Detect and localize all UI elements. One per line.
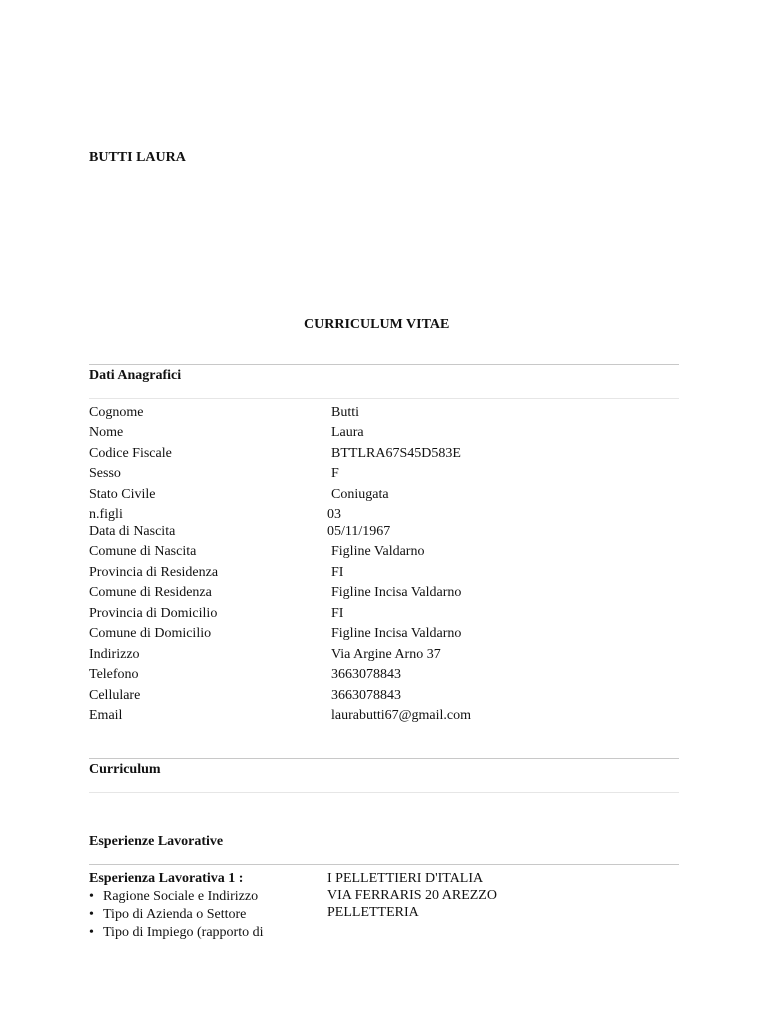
bullet-text: Ragione Sociale e Indirizzo	[103, 889, 259, 904]
field-row-telefono	[89, 667, 689, 687]
field-label: Comune di Domicilio	[89, 626, 212, 641]
field-label: Cellulare	[89, 688, 141, 703]
field-label: Provincia di Residenza	[89, 565, 219, 580]
bullet-icon: •	[89, 889, 94, 904]
document-title: CURRICULUM VITAE	[304, 317, 450, 332]
field-value: 03	[327, 507, 341, 522]
experience-bullet-item	[89, 889, 258, 905]
bullet-icon: •	[89, 907, 94, 922]
field-row-comune-domicilio	[89, 626, 689, 646]
section-rule-bottom	[89, 792, 679, 793]
field-label: Provincia di Domicilio	[89, 606, 218, 621]
experience-heading: Esperienza Lavorativa 1 :	[89, 871, 244, 886]
field-label: Stato Civile	[89, 487, 156, 502]
field-value: Laura	[331, 425, 364, 440]
field-value: 05/11/1967	[327, 524, 391, 539]
field-row-data-nascita	[89, 524, 689, 544]
field-label: Data di Nascita	[89, 524, 176, 539]
field-label: Sesso	[89, 466, 121, 481]
field-label: Indirizzo	[89, 647, 140, 662]
section-heading-curriculum: Curriculum	[89, 762, 161, 777]
field-value: F	[331, 466, 339, 481]
person-name: BUTTI LAURA	[89, 150, 186, 165]
field-value: Figline Valdarno	[331, 544, 425, 559]
bullet-icon: •	[89, 925, 94, 940]
section-rule-top	[89, 758, 679, 759]
field-value: Figline Incisa Valdarno	[331, 626, 462, 641]
field-row-cognome	[89, 405, 689, 425]
field-label: Comune di Residenza	[89, 585, 212, 600]
field-label: Cognome	[89, 405, 144, 420]
field-label: n.figli	[89, 507, 123, 522]
experience-address: VIA FERRARIS 20 AREZZO	[327, 888, 497, 903]
field-value: 3663078843	[331, 667, 401, 682]
experience-bullet-item	[89, 907, 246, 923]
field-label: Codice Fiscale	[89, 446, 172, 461]
field-value: Coniugata	[331, 487, 389, 502]
section-heading-esperienze: Esperienze Lavorative	[89, 834, 224, 849]
field-row-nome	[89, 425, 689, 445]
field-value: FI	[331, 606, 344, 621]
field-row-stato-civile	[89, 487, 689, 507]
bullet-text: Tipo di Azienda o Settore	[103, 907, 247, 922]
field-value: FI	[331, 565, 344, 580]
field-row-provincia-domicilio	[89, 606, 689, 626]
field-value: Via Argine Arno 37	[331, 647, 441, 662]
field-value: Figline Incisa Valdarno	[331, 585, 462, 600]
bullet-text: Tipo di Impiego (rapporto di	[103, 925, 264, 940]
field-label: Email	[89, 708, 123, 723]
field-row-sesso	[89, 466, 689, 486]
field-value: 3663078843	[331, 688, 401, 703]
field-row-comune-residenza	[89, 585, 689, 605]
field-row-comune-nascita	[89, 544, 689, 564]
field-row-email	[89, 708, 689, 728]
field-row-cellulare	[89, 688, 689, 708]
section-rule	[89, 864, 679, 865]
section-rule-top	[89, 364, 679, 365]
field-row-indirizzo	[89, 647, 689, 667]
field-value: laurabutti67@gmail.com	[331, 708, 472, 723]
field-row-codice-fiscale	[89, 446, 689, 466]
experience-bullet-item	[89, 925, 263, 941]
section-heading-anagrafici: Dati Anagrafici	[89, 368, 182, 383]
field-label: Telefono	[89, 667, 139, 682]
experience-sector: PELLETTERIA	[327, 905, 419, 920]
field-label: Comune di Nascita	[89, 544, 197, 559]
section-rule-bottom	[89, 398, 679, 399]
field-row-provincia-residenza	[89, 565, 689, 585]
field-value: Butti	[331, 405, 360, 420]
experience-company: I PELLETTIERI D'ITALIA	[327, 871, 484, 886]
field-label: Nome	[89, 425, 124, 440]
field-value: BTTLRA67S45D583E	[331, 446, 461, 461]
